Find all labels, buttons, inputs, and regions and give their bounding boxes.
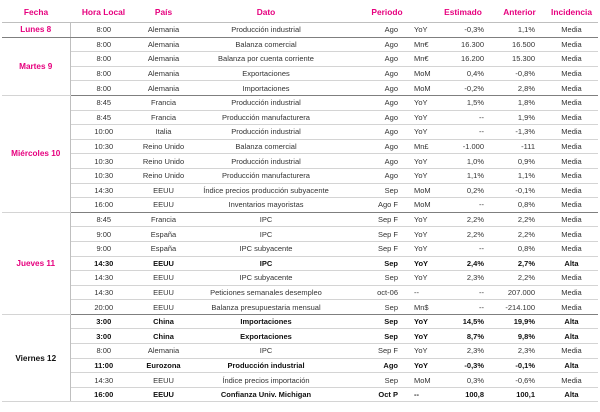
cell-country: China xyxy=(137,314,190,329)
cell-estimate: -- xyxy=(432,241,494,256)
cell-unit: Mn€ xyxy=(404,52,432,67)
cell-previous: 2,3% xyxy=(494,344,545,359)
cell-impact: Media xyxy=(545,241,598,256)
cell-period: Sep xyxy=(342,373,404,388)
table-row xyxy=(2,271,598,286)
cell-period: Oct P xyxy=(342,387,404,402)
cell-previous: 1,9% xyxy=(494,110,545,125)
table-row xyxy=(2,300,598,315)
table-row xyxy=(2,52,598,67)
cell-indicator: Producción manufacturera xyxy=(190,110,342,125)
cell-period: Sep F xyxy=(342,344,404,359)
cell-unit: YoY xyxy=(404,256,432,271)
cell-impact: Media xyxy=(545,37,598,52)
cell-period: Ago xyxy=(342,139,404,154)
cell-indicator: IPC xyxy=(190,256,342,271)
cell-impact: Media xyxy=(545,271,598,286)
cell-time: 8:00 xyxy=(70,23,137,38)
cell-previous: 0,8% xyxy=(494,241,545,256)
cell-country: Alemania xyxy=(137,81,190,96)
cell-country: Alemania xyxy=(137,344,190,359)
table-row xyxy=(2,95,598,110)
cell-time: 10:30 xyxy=(70,154,137,169)
cell-period: Sep xyxy=(342,314,404,329)
day-label: Jueves 11 xyxy=(2,212,70,314)
cell-time: 10:30 xyxy=(70,139,137,154)
cell-country: España xyxy=(137,241,190,256)
header-fecha: Fecha xyxy=(2,2,70,23)
header-periodo: Periodo xyxy=(342,2,432,23)
cell-unit: Mn£ xyxy=(404,139,432,154)
cell-estimate: 2,2% xyxy=(432,212,494,227)
cell-previous: -0,1% xyxy=(494,183,545,198)
cell-country: EEUU xyxy=(137,183,190,198)
cell-impact: Media xyxy=(545,81,598,96)
cell-impact: Media xyxy=(545,52,598,67)
cell-time: 11:00 xyxy=(70,358,137,373)
cell-country: EEUU xyxy=(137,387,190,402)
cell-previous: 207.000 xyxy=(494,285,545,300)
cell-time: 14:30 xyxy=(70,183,137,198)
header-pais: País xyxy=(137,2,190,23)
cell-country: España xyxy=(137,227,190,242)
cell-unit: YoY xyxy=(404,110,432,125)
cell-estimate: 14,5% xyxy=(432,314,494,329)
cell-estimate: 1,1% xyxy=(432,168,494,183)
table-header-row xyxy=(2,2,598,23)
cell-previous: 9,8% xyxy=(494,329,545,344)
cell-estimate: 0,2% xyxy=(432,183,494,198)
cell-unit: YoY xyxy=(404,329,432,344)
cell-estimate: -- xyxy=(432,198,494,213)
cell-period: Ago xyxy=(342,110,404,125)
cell-time: 3:00 xyxy=(70,329,137,344)
cell-impact: Alta xyxy=(545,358,598,373)
cell-impact: Media xyxy=(545,183,598,198)
cell-estimate: 2,3% xyxy=(432,271,494,286)
cell-period: Ago xyxy=(342,52,404,67)
cell-country: China xyxy=(137,329,190,344)
cell-country: Reino Unido xyxy=(137,168,190,183)
cell-previous: -0,8% xyxy=(494,66,545,81)
cell-time: 3:00 xyxy=(70,314,137,329)
cell-country: Italia xyxy=(137,125,190,140)
cell-unit: YoY xyxy=(404,241,432,256)
cell-period: Ago xyxy=(342,95,404,110)
cell-estimate: -0,2% xyxy=(432,81,494,96)
cell-time: 10:00 xyxy=(70,125,137,140)
cell-indicator: Exportaciones xyxy=(190,329,342,344)
cell-estimate: 0,4% xyxy=(432,66,494,81)
cell-previous: -214.100 xyxy=(494,300,545,315)
cell-indicator: Exportaciones xyxy=(190,66,342,81)
table-row xyxy=(2,344,598,359)
cell-previous: 1,8% xyxy=(494,95,545,110)
cell-unit: MoM xyxy=(404,373,432,388)
table-row xyxy=(2,212,598,227)
cell-impact: Alta xyxy=(545,314,598,329)
table-row xyxy=(2,183,598,198)
header-hora-local: Hora Local xyxy=(70,2,137,23)
cell-previous: -111 xyxy=(494,139,545,154)
day-label: Viernes 12 xyxy=(2,314,70,402)
day-label: Lunes 8 xyxy=(2,23,70,38)
cell-indicator: Peticiones semanales desempleo xyxy=(190,285,342,300)
cell-period: Sep xyxy=(342,300,404,315)
cell-indicator: Producción industrial xyxy=(190,125,342,140)
cell-previous: 1,1% xyxy=(494,23,545,38)
cell-unit: Mn€ xyxy=(404,37,432,52)
cell-unit: YoY xyxy=(404,23,432,38)
cell-unit: -- xyxy=(404,285,432,300)
cell-unit: YoY xyxy=(404,168,432,183)
table-row xyxy=(2,168,598,183)
cell-country: EEUU xyxy=(137,373,190,388)
cell-period: Ago xyxy=(342,125,404,140)
cell-time: 16:00 xyxy=(70,198,137,213)
cell-time: 16:00 xyxy=(70,387,137,402)
cell-country: Reino Unido xyxy=(137,139,190,154)
cell-period: Ago F xyxy=(342,198,404,213)
cell-time: 9:00 xyxy=(70,227,137,242)
cell-indicator: IPC xyxy=(190,212,342,227)
cell-impact: Media xyxy=(545,95,598,110)
cell-indicator: Índice precios importación xyxy=(190,373,342,388)
cell-indicator: Producción industrial xyxy=(190,23,342,38)
cell-estimate: 16.200 xyxy=(432,52,494,67)
cell-unit: MoM xyxy=(404,183,432,198)
cell-previous: 2,8% xyxy=(494,81,545,96)
table-row xyxy=(2,81,598,96)
cell-indicator: Índice precios producción subyacente xyxy=(190,183,342,198)
cell-unit: YoY xyxy=(404,212,432,227)
cell-time: 14:30 xyxy=(70,256,137,271)
table-row xyxy=(2,154,598,169)
header-anterior: Anterior xyxy=(494,2,545,23)
table-row xyxy=(2,66,598,81)
cell-unit: YoY xyxy=(404,271,432,286)
cell-previous: 15.300 xyxy=(494,52,545,67)
cell-estimate: -1.000 xyxy=(432,139,494,154)
cell-time: 9:00 xyxy=(70,241,137,256)
cell-indicator: IPC subyacente xyxy=(190,271,342,286)
cell-impact: Media xyxy=(545,139,598,154)
cell-indicator: Balanza presupuestaria mensual xyxy=(190,300,342,315)
cell-estimate: -- xyxy=(432,125,494,140)
cell-period: Sep xyxy=(342,329,404,344)
cell-unit: MoM xyxy=(404,66,432,81)
cell-country: EEUU xyxy=(137,198,190,213)
table-row xyxy=(2,314,598,329)
cell-previous: 19,9% xyxy=(494,314,545,329)
cell-estimate: 2,2% xyxy=(432,227,494,242)
cell-indicator: Balanza comercial xyxy=(190,37,342,52)
cell-previous: -0,1% xyxy=(494,358,545,373)
cell-previous: 16.500 xyxy=(494,37,545,52)
cell-country: Eurozona xyxy=(137,358,190,373)
cell-impact: Media xyxy=(545,198,598,213)
cell-indicator: Producción industrial xyxy=(190,358,342,373)
cell-impact: Alta xyxy=(545,256,598,271)
cell-estimate: 1,5% xyxy=(432,95,494,110)
cell-time: 10:30 xyxy=(70,168,137,183)
cell-period: oct-06 xyxy=(342,285,404,300)
cell-previous: 100,1 xyxy=(494,387,545,402)
cell-previous: 2,2% xyxy=(494,227,545,242)
cell-indicator: IPC xyxy=(190,227,342,242)
cell-time: 8:00 xyxy=(70,37,137,52)
cell-time: 14:30 xyxy=(70,373,137,388)
cell-estimate: -- xyxy=(432,285,494,300)
cell-period: Ago xyxy=(342,358,404,373)
cell-time: 8:00 xyxy=(70,344,137,359)
cell-impact: Media xyxy=(545,373,598,388)
cell-period: Ago xyxy=(342,37,404,52)
table-row xyxy=(2,358,598,373)
cell-indicator: Confianza Univ. Michigan xyxy=(190,387,342,402)
cell-previous: 0,8% xyxy=(494,198,545,213)
cell-estimate: 16.300 xyxy=(432,37,494,52)
cell-estimate: -0,3% xyxy=(432,358,494,373)
cell-time: 14:30 xyxy=(70,271,137,286)
header-incidencia: Incidencia xyxy=(545,2,598,23)
cell-estimate: 8,7% xyxy=(432,329,494,344)
cell-period: Sep xyxy=(342,271,404,286)
table-row xyxy=(2,241,598,256)
cell-indicator: Producción industrial xyxy=(190,154,342,169)
cell-country: Reino Unido xyxy=(137,154,190,169)
table-row xyxy=(2,110,598,125)
cell-country: EEUU xyxy=(137,256,190,271)
cell-country: EEUU xyxy=(137,271,190,286)
cell-impact: Media xyxy=(545,285,598,300)
table-row xyxy=(2,387,598,402)
cell-indicator: Importaciones xyxy=(190,81,342,96)
day-label: Miércoles 10 xyxy=(2,95,70,212)
cell-previous: 2,2% xyxy=(494,271,545,286)
cell-time: 8:00 xyxy=(70,52,137,67)
cell-country: Francia xyxy=(137,212,190,227)
cell-estimate: -- xyxy=(432,110,494,125)
table-row xyxy=(2,139,598,154)
cell-impact: Media xyxy=(545,23,598,38)
cell-impact: Media xyxy=(545,227,598,242)
cell-previous: -1,3% xyxy=(494,125,545,140)
header-estimado: Estimado xyxy=(432,2,494,23)
cell-unit: YoY xyxy=(404,358,432,373)
header-dato: Dato xyxy=(190,2,342,23)
cell-previous: 2,7% xyxy=(494,256,545,271)
cell-impact: Media xyxy=(545,212,598,227)
table-row xyxy=(2,256,598,271)
cell-country: Francia xyxy=(137,110,190,125)
cell-impact: Media xyxy=(545,168,598,183)
cell-period: Ago xyxy=(342,154,404,169)
cell-previous: -0,6% xyxy=(494,373,545,388)
table-row xyxy=(2,37,598,52)
cell-indicator: Inventarios mayoristas xyxy=(190,198,342,213)
cell-estimate: -- xyxy=(432,300,494,315)
day-label: Martes 9 xyxy=(2,37,70,95)
table-row xyxy=(2,125,598,140)
cell-estimate: 100,8 xyxy=(432,387,494,402)
cell-indicator: Producción industrial xyxy=(190,95,342,110)
cell-estimate: 1,0% xyxy=(432,154,494,169)
cell-period: Sep F xyxy=(342,227,404,242)
cell-country: EEUU xyxy=(137,300,190,315)
cell-period: Ago xyxy=(342,168,404,183)
cell-unit: YoY xyxy=(404,314,432,329)
cell-previous: 1,1% xyxy=(494,168,545,183)
cell-impact: Media xyxy=(545,300,598,315)
table-row xyxy=(2,198,598,213)
cell-indicator: Balanza por cuenta corriente xyxy=(190,52,342,67)
cell-unit: MoM xyxy=(404,198,432,213)
cell-estimate: 2,4% xyxy=(432,256,494,271)
cell-period: Ago xyxy=(342,23,404,38)
cell-country: Alemania xyxy=(137,52,190,67)
cell-time: 8:45 xyxy=(70,212,137,227)
cell-period: Sep xyxy=(342,256,404,271)
cell-unit: Mn$ xyxy=(404,300,432,315)
cell-unit: YoY xyxy=(404,154,432,169)
cell-impact: Media xyxy=(545,66,598,81)
cell-unit: YoY xyxy=(404,227,432,242)
table-row xyxy=(2,373,598,388)
cell-previous: 2,2% xyxy=(494,212,545,227)
cell-period: Sep xyxy=(342,183,404,198)
cell-unit: YoY xyxy=(404,344,432,359)
cell-unit: MoM xyxy=(404,81,432,96)
cell-country: EEUU xyxy=(137,285,190,300)
cell-time: 8:45 xyxy=(70,110,137,125)
table-row xyxy=(2,227,598,242)
table-row xyxy=(2,285,598,300)
cell-period: Ago xyxy=(342,66,404,81)
cell-country: Francia xyxy=(137,95,190,110)
cell-period: Ago xyxy=(342,81,404,96)
cell-unit: YoY xyxy=(404,95,432,110)
cell-time: 8:00 xyxy=(70,66,137,81)
cell-estimate: -0,3% xyxy=(432,23,494,38)
cell-time: 20:00 xyxy=(70,300,137,315)
cell-impact: Media xyxy=(545,110,598,125)
cell-time: 8:45 xyxy=(70,95,137,110)
cell-impact: Alta xyxy=(545,387,598,402)
cell-period: Sep F xyxy=(342,212,404,227)
table-row xyxy=(2,23,598,38)
cell-indicator: Producción manufacturera xyxy=(190,168,342,183)
cell-estimate: 0,3% xyxy=(432,373,494,388)
cell-period: Sep F xyxy=(342,241,404,256)
table-row xyxy=(2,329,598,344)
cell-indicator: Balanza comercial xyxy=(190,139,342,154)
cell-impact: Media xyxy=(545,344,598,359)
cell-previous: 0,9% xyxy=(494,154,545,169)
cell-impact: Alta xyxy=(545,329,598,344)
cell-country: Alemania xyxy=(137,23,190,38)
cell-unit: YoY xyxy=(404,125,432,140)
cell-impact: Media xyxy=(545,125,598,140)
cell-country: Alemania xyxy=(137,37,190,52)
cell-indicator: IPC xyxy=(190,344,342,359)
cell-impact: Media xyxy=(545,154,598,169)
table-body xyxy=(2,23,598,402)
cell-time: 14:30 xyxy=(70,285,137,300)
cell-indicator: IPC subyacente xyxy=(190,241,342,256)
cell-unit: -- xyxy=(404,387,432,402)
cell-country: Alemania xyxy=(137,66,190,81)
cell-indicator: Importaciones xyxy=(190,314,342,329)
cell-estimate: 2,3% xyxy=(432,344,494,359)
economic-calendar-table xyxy=(2,2,598,402)
cell-time: 8:00 xyxy=(70,81,137,96)
